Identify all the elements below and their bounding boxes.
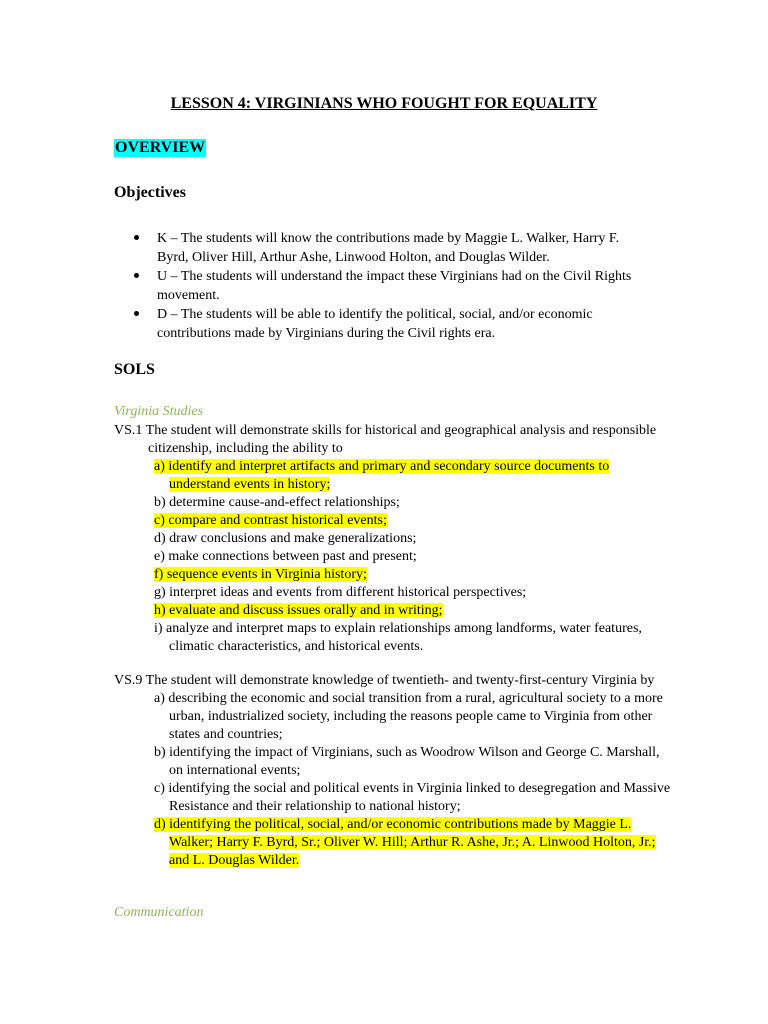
standard-item-text: b) determine cause-and-effect relationships;	[154, 495, 400, 510]
standard-item-text: f) sequence events in Virginia history;	[154, 567, 367, 582]
standard-item	[114, 512, 674, 530]
standard-item-text: e) make connections between past and present;	[154, 549, 417, 564]
standard-vs1	[114, 422, 674, 656]
objective-item: D – The students will be able to identify the political, social, and/or economic contributions made by Virginians during the Civil rights era.	[134, 305, 654, 343]
standard-item	[114, 780, 674, 816]
standard-item	[114, 494, 674, 512]
objective-item: K – The students will know the contributions made by Maggie L. Walker, Harry F. Byrd, Oliver Hill, Arthur Ashe, Linwood Holton, and Douglas Wilder.	[134, 229, 654, 267]
standard-items	[114, 458, 674, 656]
standard-item-text: d) draw conclusions and make generalizations;	[154, 531, 417, 546]
sols-heading: SOLS	[114, 361, 155, 378]
standard-items	[114, 690, 674, 870]
objectives-list	[134, 229, 654, 343]
standard-stem: VS.9 The student will demonstrate knowledge of twentieth- and twenty-first-century Virginia by	[114, 673, 655, 688]
standard-item-text: c) compare and contrast historical events;	[154, 513, 387, 528]
standard-item	[114, 816, 674, 870]
standard-item-text: g) interpret ideas and events from different historical perspectives;	[154, 585, 527, 600]
standard-stem: VS.1 The student will demonstrate skills for historical and geographical analysis and responsible citizenship, including the ability to	[114, 423, 657, 456]
objective-item: U – The students will understand the impact these Virginians had on the Civil Rights movement.	[134, 267, 654, 305]
standard-item	[114, 530, 674, 548]
lesson-title: LESSON 4: VIRGINIANS WHO FOUGHT FOR EQUALITY	[170, 95, 598, 112]
overview-heading: OVERVIEW	[115, 139, 206, 156]
standard-item	[114, 584, 674, 602]
standard-item-text: c) identifying the social and political events in Virginia linked to desegregation and Massive Resistance and their relationship to national history;	[154, 781, 671, 814]
standard-item-text: a) describing the economic and social transition from a rural, agricultural society to a more urban, industrialized society, including the reasons people came to Virginia from other states and countries;	[154, 691, 663, 742]
communication-subheading: Communication	[114, 905, 204, 920]
standard-item-text: h) evaluate and discuss issues orally and in writing;	[154, 603, 443, 618]
objectives-heading: Objectives	[114, 184, 186, 201]
standard-item	[114, 548, 674, 566]
standard-vs9	[114, 672, 674, 870]
standard-item	[114, 602, 674, 620]
virginia-studies-subheading: Virginia Studies	[114, 404, 204, 419]
standard-item	[114, 620, 674, 656]
standard-item-text: i) analyze and interpret maps to explain relationships among landforms, water features, climatic characteristics, and historical events.	[154, 621, 642, 654]
standard-item	[114, 566, 674, 584]
standard-item	[114, 458, 674, 494]
standard-item-text: d) identifying the political, social, and/or economic contributions made by Maggie L. Walker; Harry F. Byrd, Sr.; Oliver W. Hill; Arthur R. Ashe, Jr.; A. Linwood Holton, Jr.; and L. Douglas Wilder.	[154, 817, 656, 868]
standard-item	[114, 690, 674, 744]
standard-item	[114, 744, 674, 780]
standard-item-text: a) identify and interpret artifacts and primary and secondary source documents to understand events in history;	[154, 459, 610, 492]
standard-item-text: b) identifying the impact of Virginians, such as Woodrow Wilson and George C. Marshall, on international events;	[154, 745, 660, 778]
